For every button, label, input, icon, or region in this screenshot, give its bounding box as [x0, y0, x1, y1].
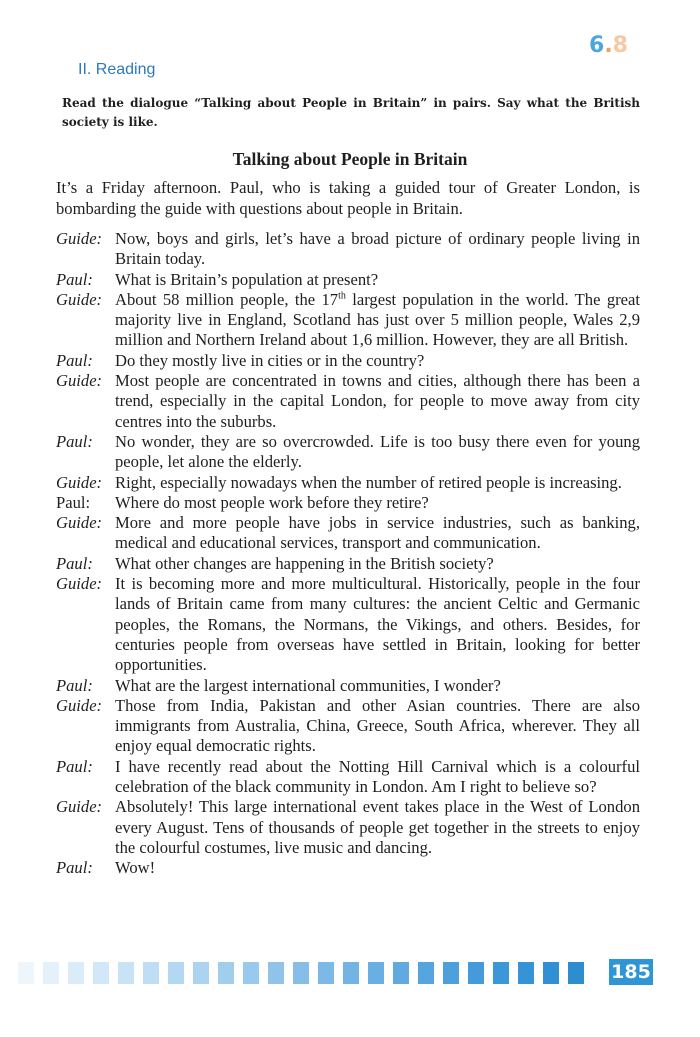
speech: Absolutely! This large international event takes place in the West of London every August. Tens of thousands of people get together in the streets to enjoy the colourful costumes, live music and dancing. [115, 797, 640, 857]
speech-part: About 58 million people, the 17 [115, 289, 339, 309]
footer-square [118, 962, 134, 984]
dialogue-line [56, 676, 640, 696]
footer-square [143, 962, 159, 984]
speech-part: largest population in the world. The great majority live in England, Scotland has just over 5 million people, Wales 2,9 million and Northern Ireland about 1,6 million. However, they are all British. [115, 289, 640, 350]
footer-square [318, 962, 334, 984]
speaker: Guide: [56, 574, 103, 594]
footer-square [443, 962, 459, 984]
unit-number-badge [589, 34, 628, 58]
page-number: 185 [609, 959, 653, 985]
speaker: Guide: [56, 797, 103, 817]
speech: Where do most people work before they retire? [115, 492, 429, 512]
footer-square [68, 962, 84, 984]
speaker: Paul: [56, 858, 93, 878]
speaker: Guide: [56, 513, 103, 533]
footer-square [493, 962, 509, 984]
dialogue-line [56, 797, 640, 858]
footer-square [393, 962, 409, 984]
speech: What is Britain’s population at present? [115, 269, 379, 289]
dialogue-line [56, 290, 640, 351]
footer-square [43, 962, 59, 984]
footer-square [268, 962, 284, 984]
speech: I have recently read about the Notting Hill Carnival which is a colourful celebration of the black community in London. Am I right to believe so? [115, 756, 640, 797]
speaker: Paul: [56, 756, 93, 776]
speech: Those from India, Pakistan and other Asian countries. There are also immigrants from Australia, China, Greece, South Africa, wherever. They all enjoy equal democratic rights. [115, 695, 640, 756]
speech: Now, boys and girls, let’s have a broad picture of ordinary people living in Britain today. [115, 229, 640, 269]
unit-separator: . [604, 33, 613, 58]
footer-square [93, 962, 109, 984]
speaker: Paul: [56, 431, 93, 451]
task-instruction: Read the dialogue “Talking about People in Britain” in pairs. Say what the British society is like. [62, 96, 640, 129]
dialogue-title: Talking about People in Britain [232, 149, 468, 169]
dialogue-line [56, 858, 640, 878]
speaker: Paul: [56, 553, 93, 573]
footer-square [468, 962, 484, 984]
footer-decoration [18, 962, 584, 984]
footer-square [418, 962, 434, 984]
footer-square [368, 962, 384, 984]
dialogue-line [56, 229, 640, 270]
intro-paragraph: It’s a Friday afternoon. Paul, who is taking a guided tour of Greater London, is bombarding the guide with questions about people in Britain. [56, 178, 640, 218]
speech: Do they mostly live in cities or in the country? [115, 350, 425, 370]
speech [115, 290, 640, 351]
footer-square [18, 962, 34, 984]
speaker: Guide: [56, 371, 103, 391]
footer-square [518, 962, 534, 984]
speaker: Paul: [56, 350, 93, 370]
dialogue-line [56, 696, 640, 757]
speech: No wonder, they are so overcrowded. Life is too busy there even for young people, let alone the elderly. [115, 431, 640, 472]
dialogue-line [56, 574, 640, 675]
speaker: Guide: [56, 289, 103, 309]
footer-square [218, 962, 234, 984]
footer-square [293, 962, 309, 984]
speaker: Guide: [56, 472, 103, 492]
speech: Most people are concentrated in towns and cities, although there has been a trend, especially in the capital London, for people to move away from city centres into the suburbs. [115, 371, 640, 431]
speaker: Paul: [56, 675, 93, 695]
dialogue-line [56, 432, 640, 473]
footer-square [193, 962, 209, 984]
dialogue-line [56, 371, 640, 432]
footer-square [543, 962, 559, 984]
speech: It is becoming more and more multicultural. Historically, people in the four lands of Britain came from many cultures: the ancient Celtic and Germanic peoples, the Romans, the Normans, the Vikings, and others. Besides, for centuries people from overseas have settled in Britain, looking for better opportunities. [115, 574, 640, 675]
dialogue-line [56, 270, 640, 290]
dialogue-line [56, 513, 640, 554]
speech: Right, especially nowadays when the number of retired people is increasing. [115, 472, 622, 492]
dialogue-line [56, 493, 640, 513]
footer-square [568, 962, 584, 984]
speaker: Guide: [56, 695, 103, 715]
speaker: Paul: [56, 492, 91, 512]
footer-square [343, 962, 359, 984]
speaker: Paul: [56, 269, 93, 289]
speech: What other changes are happening in the British society? [115, 553, 494, 573]
footer-square [168, 962, 184, 984]
unit-major: 6 [589, 33, 605, 58]
speech: Wow! [115, 858, 156, 878]
ordinal-suffix: th [338, 290, 346, 302]
footer-square [243, 962, 259, 984]
dialogue-line [56, 554, 640, 574]
dialogue [56, 229, 640, 879]
dialogue-line [56, 351, 640, 371]
speaker: Guide: [56, 229, 103, 248]
speech: More and more people have jobs in service industries, such as banking, medical and educational services, transport and communication. [115, 513, 640, 553]
dialogue-line [56, 473, 640, 493]
speech: What are the largest international communities, I wonder? [115, 675, 501, 695]
unit-minor: 8 [612, 33, 628, 58]
section-heading: II. Reading [78, 61, 156, 78]
dialogue-line [56, 757, 640, 798]
